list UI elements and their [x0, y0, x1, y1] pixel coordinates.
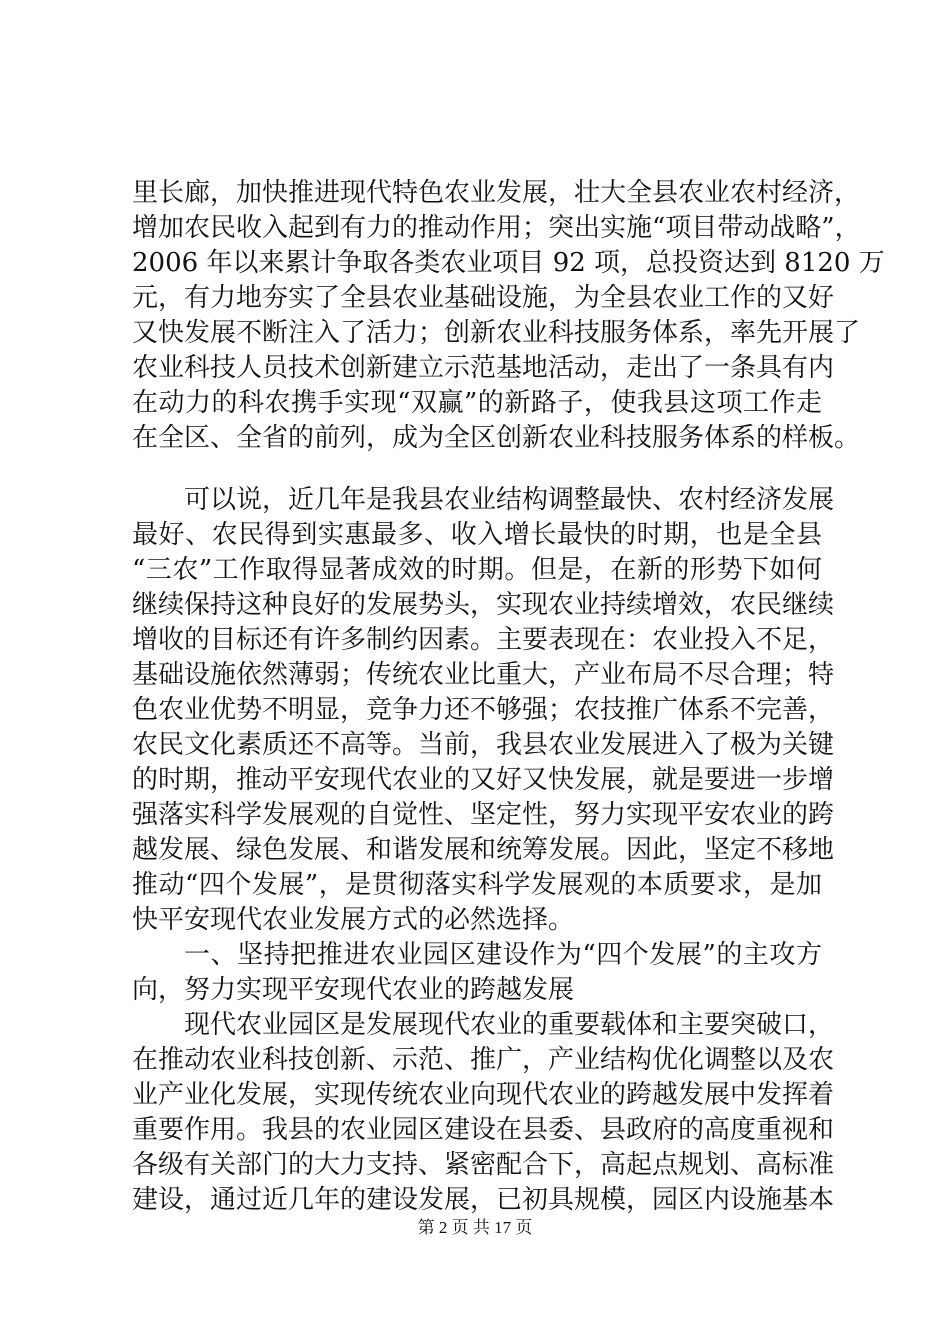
text-line: 农业科技人员技术创新建立示范基地活动，走出了一条具有内	[132, 353, 835, 383]
text-line: 强落实科学发展观的自觉性、坚定性，努力实现平安农业的跨	[132, 800, 835, 830]
text-line: 色农业优势不明显，竞争力还不够强；农技推广体系不完善，	[132, 695, 835, 725]
text-line: 最好、农民得到实惠最多、收入增长最快的时期，也是全县	[132, 520, 822, 550]
heading-line: 向，努力实现平安现代农业的跨越发展	[132, 975, 575, 1005]
text-line: 业产业化发展，实现传统农业向现代农业的跨越发展中发挥着	[132, 1080, 835, 1110]
text-line: 基础设施依然薄弱；传统农业比重大，产业布局不尽合理；特	[132, 660, 835, 690]
text-line: 元，有力地夯实了全县农业基础设施，为全县农业工作的又好	[132, 283, 835, 313]
text-line: 在推动农业科技创新、示范、推广，产业结构优化调整以及农	[132, 1045, 835, 1075]
text-line: 在全区、全省的前列，成为全区创新农业科技服务体系的样板。	[132, 423, 861, 453]
text-line: 重要作用。我县的农业园区建设在县委、县政府的高度重视和	[132, 1115, 835, 1145]
text-line: 里长廊，加快推进现代特色农业发展，壮大全县农业农村经济，	[132, 178, 861, 208]
text-line: 越发展、绿色发展、和谐发展和统筹发展。因此，坚定不移地	[132, 835, 835, 865]
text-line: 推动“四个发展”，是贯彻落实科学发展观的本质要求，是加	[132, 870, 822, 900]
text-line: 的时期，推动平安现代农业的又好又快发展，就是要进一步增	[132, 765, 835, 795]
text-line: 农民文化素质还不高等。当前，我县农业发展进入了极为关键	[132, 730, 835, 760]
text-line: 增加农民收入起到有力的推动作用；突出实施“项目带动战略”，	[132, 213, 861, 243]
text-line: 可以说，近几年是我县农业结构调整最快、农村经济发展	[184, 485, 835, 515]
text-line: 现代农业园区是发展现代农业的重要载体和主要突破口，	[184, 1010, 835, 1040]
text-line: 2006 年以来累计争取各类农业项目 92 项，总投资达到 8120 万	[132, 248, 885, 278]
text-line: 继续保持这种良好的发展势头，实现农业持续增效，农民继续	[132, 590, 835, 620]
page-number: 第 2 页 共 17 页	[417, 1218, 533, 1237]
heading-line: 一、坚持把推进农业园区建设作为“四个发展”的主攻方	[184, 940, 822, 970]
text-line: 快平安现代农业发展方式的必然选择。	[132, 905, 575, 935]
text-line: 增收的目标还有许多制约因素。主要表现在：农业投入不足，	[132, 625, 835, 655]
text-line: 在动力的科农携手实现“双赢”的新路子，使我县这项工作走	[132, 388, 822, 418]
text-line: 各级有关部门的大力支持、紧密配合下，高起点规划、高标准	[132, 1150, 835, 1180]
text-line: “三农”工作取得显著成效的时期。但是，在新的形势下如何	[132, 555, 822, 585]
text-line: 建设，通过近几年的建设发展，已初具规模，园区内设施基本	[132, 1185, 835, 1215]
text-line: 又快发展不断注入了活力；创新农业科技服务体系，率先开展了	[132, 318, 861, 348]
